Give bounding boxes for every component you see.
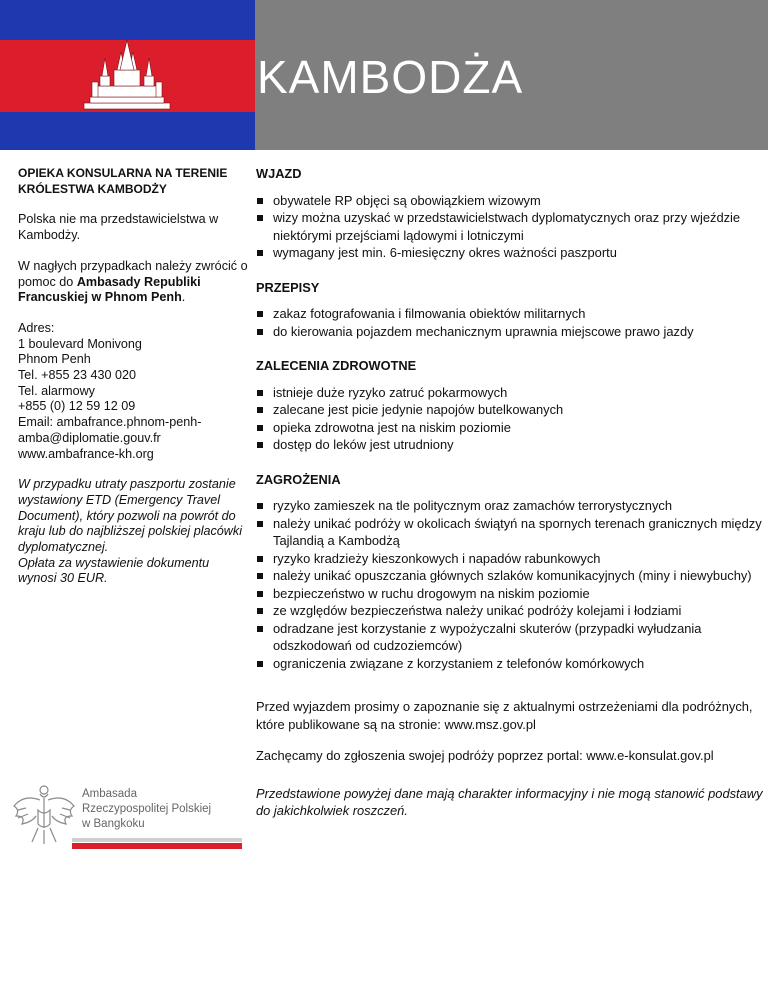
list-item: należy unikać opuszczania głównych szlaków komunikacyjnych (miny i niewybuchy)	[256, 567, 764, 585]
embassy-address	[18, 321, 250, 462]
emergency-note: W nagłych przypadkach należy zwrócić o pomoc do Ambasady Republiki Francuskiej w Phnom Penh.	[18, 258, 248, 305]
cambodia-flag	[0, 0, 255, 150]
no-embassy-note: Polska nie ma przedstawicielstwa w Kambodży.	[18, 212, 219, 243]
list-item: istnieje duże ryzyko zatruć pokarmowych	[256, 384, 764, 402]
etd-fee-info: Opłata za wystawienie dokumentu wynosi 30 EUR.	[18, 555, 210, 586]
health-section	[256, 357, 764, 454]
address-city: Phnom Penh	[18, 352, 91, 367]
consular-heading: OPIEKA KONSULARNA NA TERENIE KRÓLESTWA KAMBODŻY	[18, 166, 228, 196]
entry-section	[256, 165, 764, 262]
address-label: Adres:	[18, 320, 55, 335]
section-title: ZAGROŻENIA	[256, 471, 341, 487]
list-item: zakaz fotografowania i filmowania obiektów militarnych	[256, 305, 764, 323]
embassy-phone: Tel. +855 23 430 020	[18, 368, 136, 383]
consular-info-column	[18, 166, 250, 587]
address-line: 1 boulevard Monivong	[18, 336, 142, 351]
list-item: wizy można uzyskać w przedstawicielstwach dyplomatycznych oraz przy wjeździe niektórymi przejściami lądowymi i lotniczymi	[256, 209, 764, 244]
section-title: ZALECENIA ZDROWOTNE	[256, 358, 417, 373]
embassy-website: www.ambafrance-kh.org	[18, 446, 154, 461]
section-title: WJAZD	[256, 166, 302, 181]
list-item: ze względów bezpieczeństwa należy unikać podróży kolejami i łodziami	[256, 602, 764, 620]
rules-section	[256, 279, 764, 341]
list-item: dostęp do leków jest utrudniony	[256, 436, 764, 454]
list-item: do kierowania pojazdem mechanicznym uprawnia miejscowe prawo jazdy	[256, 323, 764, 341]
list-item: odradzane jest korzystanie z wypożyczalni skuterów (przypadki wyłudzania odszkodowań od cudzoziemców)	[256, 620, 764, 655]
embassy-logo-text: Ambasada Rzeczypospolitej Polskiej w Bangkoku	[82, 788, 212, 830]
list-item: opieka zdrowotna jest na niskim poziomie	[256, 419, 764, 437]
list-item: bezpieczeństwo w ruchu drogowym na niskim poziomie	[256, 585, 764, 603]
list-item: ograniczenia związane z korzystaniem z telefonów komórkowych	[256, 655, 764, 673]
travel-info-column	[256, 165, 764, 820]
alarm-phone-label: Tel. alarmowy	[18, 383, 95, 398]
travel-warnings-note: Przed wyjazdem prosimy o zapoznanie się z aktualnymi ostrzeżeniami dla podróżnych, które publikowane są na stronie: www.msz.gov.pl	[256, 699, 753, 732]
french-embassy-name: Ambasady Republiki Francuskiej w Phnom Penh	[18, 274, 201, 305]
page-title: KAMBODŻA	[257, 51, 524, 103]
disclaimer: Przedstawione powyżej dane mają charakter informacyjny i nie mogą stanowić podstawy do jakichkolwiek roszczeń.	[256, 785, 763, 818]
alarm-phone: +855 (0) 12 59 12 09	[18, 399, 136, 414]
embassy-email: Email: ambafrance.phnom-penh-amba@diplomatie.gouv.fr	[18, 415, 202, 445]
e-konsulat-note: Zachęcamy do zgłoszenia swojej podróży poprzez portal: www.e-konsulat.gov.pl	[256, 748, 714, 763]
threats-section	[256, 471, 764, 673]
list-item: ryzyko zamieszek na tle politycznym oraz zamachów terrorystycznych	[256, 497, 764, 515]
polish-flag-bar	[72, 838, 242, 850]
emergency-intro: W nagłych przypadkach należy zwrócić o pomoc do	[18, 258, 248, 289]
list-item: wymagany jest min. 6-miesięczny okres ważności paszportu	[256, 244, 764, 262]
passport-loss-info: W przypadku utraty paszportu zostanie wystawiony ETD (Emergency Travel Document), który pozwoli na powrót do kraju lub do najbliższej polskiej placówki dyplomatycznej.	[18, 477, 243, 555]
list-item: zalecane jest picie jedynie napojów butelkowanych	[256, 401, 764, 419]
list-item: należy unikać podróży w okolicach świątyń na spornych terenach granicznych między Tajlandią a Kambodżą	[256, 515, 764, 550]
list-item: ryzyko kradzieży kieszonkowych i napadów rabunkowych	[256, 550, 764, 568]
list-item: obywatele RP objęci są obowiązkiem wizowym	[256, 192, 764, 210]
section-title: PRZEPISY	[256, 279, 320, 295]
